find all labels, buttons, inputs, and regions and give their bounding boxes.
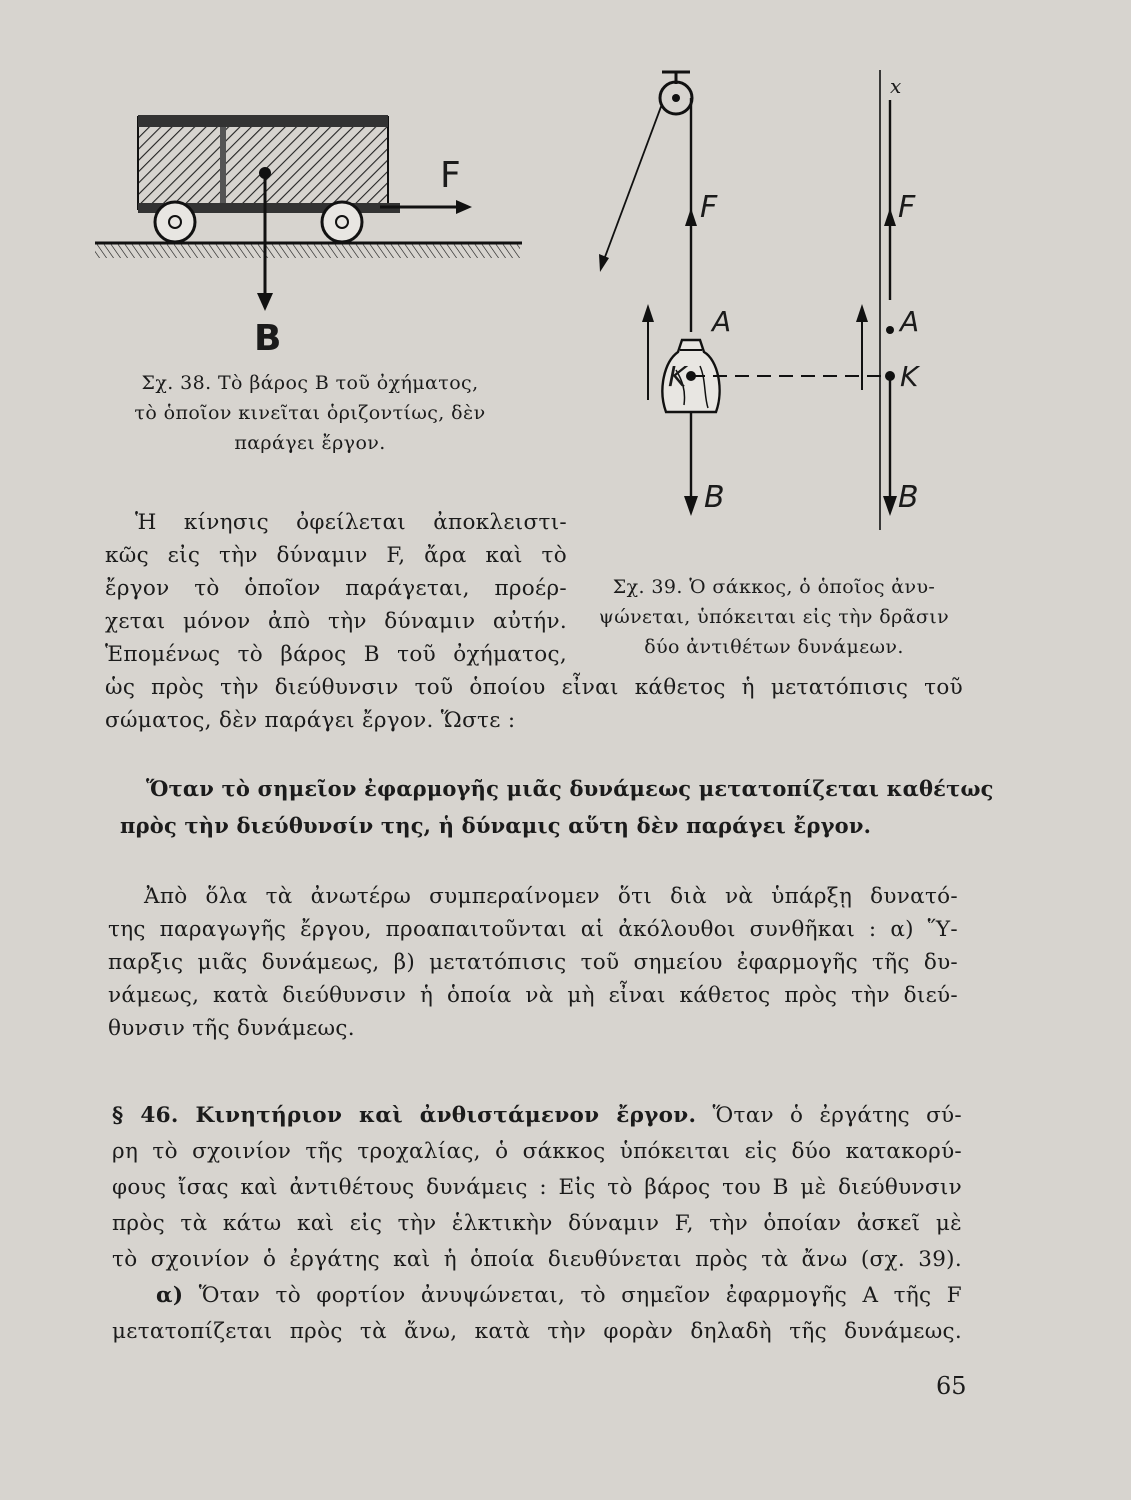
figure-38-caption: Σχ. 38. Τὸ βάρος Β τοῦ ὀχήματος, τὸ ὁποῖον κινεῖται ὁριζοντίως, δὲν παράγει ἔργον.: [134, 372, 486, 454]
paragraph-1: Ἡ κίνησις ὀφείλεται ἀποκλειστι- κῶς εἰς τὴν δύναμιν F, ἄρα καὶ τὸ ἔργον τὸ ὁποῖον παράγεται, προέρ- χεται μόνον ἀπὸ τὴν δύναμιν αὐτήν. Ἑπομένως τὸ βάρος Β τοῦ ὀχήματος, ὡς πρὸς τὴν διεύθυνσιν τοῦ ὁποίου εἶναι κάθετος ἡ μετατόπισις τοῦ σώματος, δὲν παράγει ἔργον. Ὥστε :: [105, 510, 963, 733]
left-force-f-arrowhead: [685, 208, 697, 226]
figure-39-right-b: B: [898, 480, 919, 515]
cart-body: [138, 117, 388, 209]
figure-38-diagram: [90, 95, 540, 365]
right-force-f-arrowhead: [884, 208, 896, 226]
figure-39-left-b: B: [704, 480, 725, 515]
paragraph-2: Ἀπὸ ὅλα τὰ ἀνωτέρω συμπεραίνομεν ὅτι διὰ νὰ ὑπάρξῃ δυνατό- της παραγωγῆς ἔργου, προαπαιτοῦνται αἱ ἀκόλουθοι συνθῆκαι : α) Ὕ- παρξις μιᾶς δυνάμεως, β) μετατόπισις τοῦ σημείου ἐφαρμογῆς τῆς δυ- νάμεως, κατὰ διεύθυνσιν ἡ ὁποία νὰ μὴ εἶναι κάθετος πρὸς τὴν διεύ- θυνσιν τῆς δυνάμεως.: [108, 884, 958, 1041]
figure-39-caption: Σχ. 39. Ὁ σάκκος, ὁ ὁποῖος ἀνυ- ψώνεται, ὑπόκειται εἰς τὴν δρᾶσιν δύο ἀντιθέτων δυνάμεων.: [598, 576, 950, 658]
rule-statement: Ὅταν τὸ σημεῖον ἐφαρμογῆς μιᾶς δυνάμεως μετατοπίζεται καθέτως πρὸς τὴν διεύθυνσίν της, ἡ δύναμις αὕτη δὲν παράγει ἔργον.: [120, 776, 994, 838]
figure-39-right-k: K: [900, 360, 919, 393]
rope-slanted: [602, 104, 662, 265]
wheel-right: [322, 202, 362, 242]
section-46-heading: § 46. Κινητήριον καὶ ἀνθιστάμενον ἔργον.: [112, 1103, 697, 1128]
figure-39-left-f: F: [700, 190, 718, 225]
item-a-label: α): [156, 1283, 184, 1308]
section-46: § 46. Κινητήριον καὶ ἀνθιστάμενον ἔργον. Ὅταν ὁ ἐργάτης σύ- ρη τὸ σχοινίον τῆς τροχαλίας, ὁ σάκκος ὑπόκειται εἰς δύο κατακορύ- φους ἴσας καὶ ἀντιθέτους δυνάμεις : Εἰς τὸ βάρος του Β μὲ διεύθυνσιν πρὸς τὰ κάτω καὶ εἰς τὴν ἑλκτικὴν δύναμιν F, τὴν ὁποίαν ἀσκεῖ μὲ τὸ σχοινίον ὁ ἐργάτης καὶ ἡ ὁποία διευθύνεται πρὸς τὰ ἄνω (σχ. 39). α) Ὅταν τὸ φορτίον ἀνυψώνεται, τὸ σημεῖον ἐφαρμογῆς Α τῆς F μετατοπίζεται πρὸς τὰ ἄνω, κατὰ τὴν φορὰν δηλαδὴ τῆς δυνάμεως.: [112, 1103, 962, 1344]
figure-39-left-k: K: [668, 360, 687, 393]
figure-39-left-a: A: [712, 305, 732, 338]
figure-38-label-b: B: [254, 318, 282, 359]
figure-38-label-f: F: [440, 155, 461, 196]
figure-39-right-f: F: [898, 190, 916, 225]
page-number: 65: [936, 1372, 967, 1400]
wheel-left: [155, 202, 195, 242]
figure-39-right-a: A: [900, 305, 920, 338]
figure-39-diagram: [590, 60, 950, 530]
figure-39-right-x: x: [890, 74, 902, 98]
